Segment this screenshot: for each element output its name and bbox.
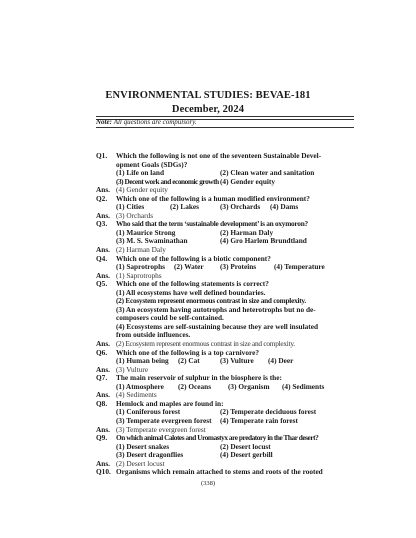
question-number: Q10. (96, 467, 111, 477)
question-text: opment Goals (SDGs)? (116, 159, 188, 169)
question-number: Q1. (96, 151, 108, 160)
option: (3) Organism (228, 381, 270, 391)
option: (2) Lakes (170, 202, 199, 212)
option: (3) Proteins (220, 262, 257, 272)
question-number: Q2. (96, 193, 108, 203)
answer-text: (2) Ecosystem represent enormous contrast in size and complexity. (116, 339, 295, 349)
answer-text: (3) Orchards (116, 210, 154, 220)
question-text: Which the following is not one of the seventeen Sustainable Devel- (116, 151, 322, 160)
question-list (96, 152, 354, 477)
answer-text: (2) Desert locust (116, 458, 165, 468)
question-number: Q3. (96, 219, 108, 229)
option: (1) Saprotrophs (116, 262, 165, 272)
question-number: Q7. (96, 373, 108, 383)
option: (1) Coniferous forest (116, 407, 181, 417)
course-title: ENVIRONMENTAL STUDIES: BEVAE-181 (105, 90, 311, 101)
question-text: Which one of the following is a biotic component? (116, 253, 271, 263)
option: from outside influences. (116, 330, 191, 340)
question-number: Q8. (96, 398, 108, 408)
session-title: December, 2024 (171, 104, 245, 115)
answer-text: (4) Gender equity (116, 185, 168, 195)
answer-label: Ans. (96, 270, 110, 280)
option: (2) Clean water and sanitation (220, 168, 315, 178)
question-text: On which animal Calotes and Uromastyx are predatory in the Thar desert? (116, 433, 319, 443)
option: (4) Temperature (274, 262, 325, 272)
option: (4) Gro Harlem Brundtland (220, 236, 307, 246)
option: (2) Cat (178, 356, 200, 366)
option: (1) Cities (116, 202, 145, 212)
header-rule-top (96, 116, 354, 117)
option: (3) Temperate evergreen forest (116, 415, 212, 425)
option: (1) Atmosphere (116, 381, 164, 391)
option: (3) Orchards (220, 202, 261, 212)
option: (1) Human being (116, 356, 169, 366)
option: (2) Ecosystem represent enormous contrast in size and complexity. (116, 296, 306, 306)
question-text: Which one of the following statements is correct? (116, 279, 269, 289)
answer-label: Ans. (96, 390, 110, 400)
answer-label: Ans. (96, 245, 110, 255)
note-text: All questions are compulsory. (113, 118, 197, 126)
option: composers could be self-contained. (116, 313, 224, 323)
answer-text: (2) Harman Daly (116, 245, 166, 255)
answer-text: (1) Saprotrophs (116, 270, 162, 280)
question-text: Who said that the term ‘sustainable development’ is an oxymoron? (116, 219, 308, 229)
note-label: Note: (96, 118, 112, 126)
option: (2) Oceans (178, 381, 212, 391)
option: (4) Desert gerbill (220, 450, 273, 460)
option: (1) Life on land (116, 168, 165, 178)
question-text: Hemlock and maples are found in: (116, 398, 224, 408)
question-number: Q5. (96, 279, 108, 289)
question-text: Which one of the following is a human modified environment? (116, 193, 310, 203)
option: (2) Water (174, 262, 204, 272)
note-rule (96, 127, 354, 128)
option: (3) Vulture (220, 356, 254, 366)
answer-label: Ans. (96, 424, 110, 434)
option: (4) Ecosystems are self-sustaining because they are well insulated (116, 321, 319, 331)
answer-label: Ans. (96, 458, 110, 468)
answer-label: Ans. (96, 364, 110, 374)
answer-text: (4) Sediments (116, 390, 157, 400)
option: (3) M. S. Swaminathan (116, 236, 188, 246)
question-number: Q9. (96, 433, 108, 443)
option: (4) Gender equity (220, 176, 275, 186)
answer-text: (3) Vulture (116, 364, 149, 374)
option: (1) All ecosystems have well defined boundaries. (116, 287, 266, 297)
question-line (96, 468, 354, 477)
answer-text: (3) Temperate evergreen forest (116, 424, 206, 434)
option: (1) Maurice Strong (116, 227, 176, 237)
page-number: (338) (200, 480, 216, 487)
question-text: The main reservoir of sulphur in the biosphere is the: (116, 373, 282, 383)
option: (4) Dams (270, 202, 299, 212)
option: (2) Desert locust (220, 441, 271, 451)
question-text: Which one of the following is a top carnivore? (116, 347, 259, 357)
question-number: Q4. (96, 253, 108, 263)
option: (1) Desert snakes (116, 441, 170, 451)
answer-label: Ans. (96, 185, 110, 195)
answer-label: Ans. (96, 339, 110, 349)
option: (4) Temperate rain forest (220, 415, 298, 425)
option: (2) Harman Daly (220, 227, 274, 237)
answer-label: Ans. (96, 210, 110, 220)
option: (2) Temperate deciduous forest (220, 407, 317, 417)
option: (4) Deer (268, 356, 294, 366)
option: (3) An ecosystem having autotrophs and heterotrophs but no de- (116, 304, 316, 314)
option: (4) Sediments (282, 381, 325, 391)
note (96, 118, 197, 127)
option: (3) Decent work and economic growth (116, 176, 219, 186)
question-number: Q6. (96, 347, 108, 357)
option: (3) Desert dragonflies (116, 450, 184, 460)
question-text: Organisms which remain attached to stems and roots of the rooted (116, 467, 323, 477)
